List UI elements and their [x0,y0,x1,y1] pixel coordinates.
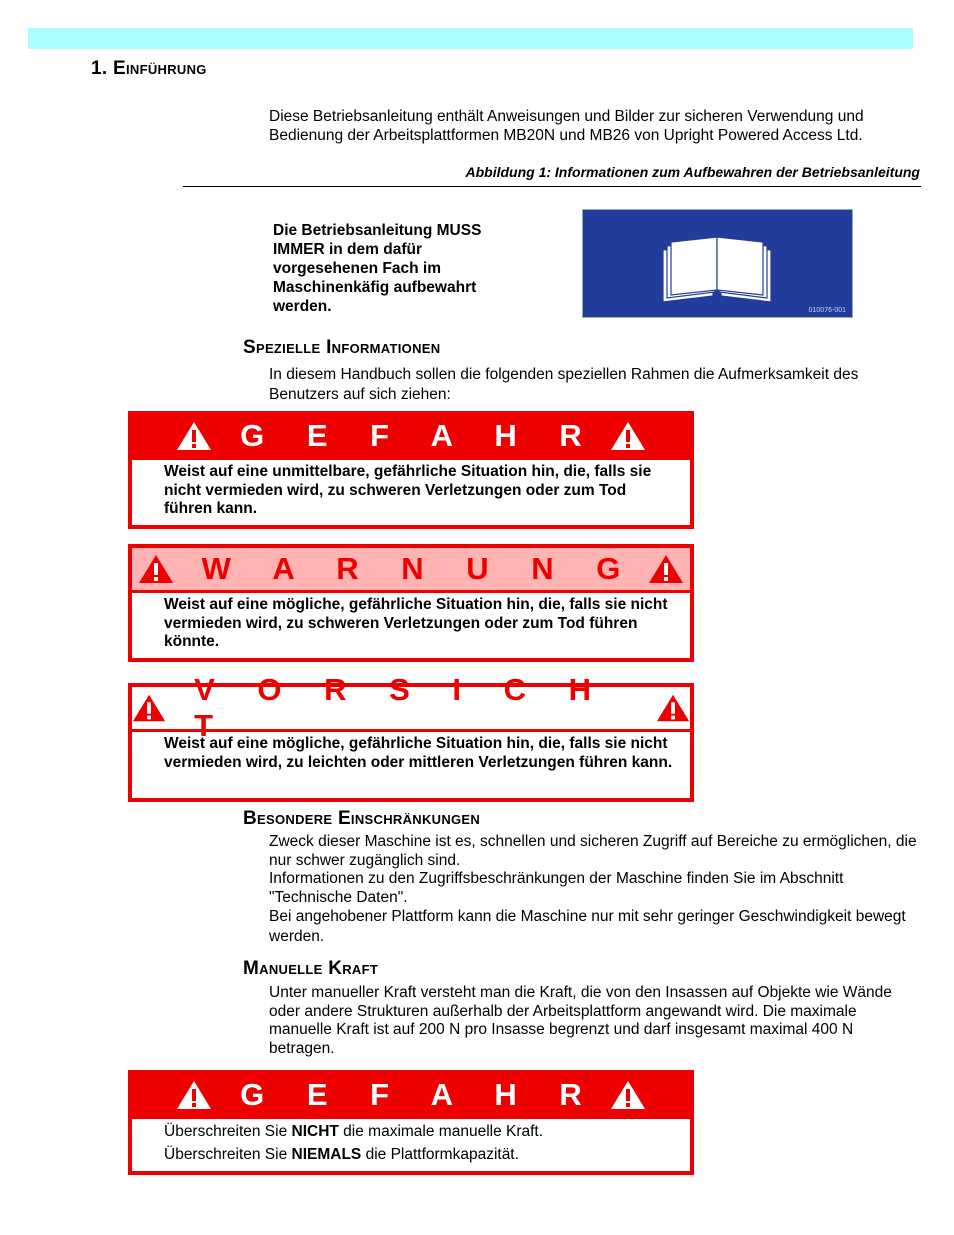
warning-triangle-icon [138,554,174,584]
warning-triangle-icon [648,554,684,584]
danger-box-force [128,1070,694,1175]
special-info-text: In diesem Handbuch sollen die folgenden speziellen Rahmen die Aufmerksamkeit des Benutzers auf sich ziehen: [269,366,859,403]
manual-force-text: Unter manueller Kraft versteht man die Kraft, die von den Insassen auf Objekte wie Wände oder andere Strukturen außerhalb der Arbeitsplattform angewandt wird. Die maximale manuelle Kraft ist auf 200 N pro Insasse begrenzt und darf insgesamt maximal 400 N betragen. [269,984,892,1057]
warning-header [132,548,690,593]
intro-text: Diese Betriebsanleitung enthält Anweisungen und Bilder zur sicheren Verwendung und Bedienung der Arbeitsplattformen MB20N und MB26 von Upright Powered Access Ltd. [269,108,864,144]
manual-book-image [582,209,853,318]
danger-label: G E F A H R [240,418,599,453]
warning-triangle-icon [656,693,690,723]
divider [183,186,921,187]
warning-triangle-icon [610,1080,646,1110]
section-title: 1. Einführung [91,58,207,79]
caution-label: V O R S I C H T [194,672,609,743]
caution-text: Weist auf eine mögliche, gefährliche Situation hin, die, falls sie nicht vermieden wird, zu leichten oder mittleren Verletzungen führen kann. [164,735,673,771]
warning-box [128,544,694,662]
manual-force-heading: Manuelle Kraft [243,958,379,979]
danger-text: Weist auf eine unmittelbare, gefährliche Situation hin, die, falls sie nicht vermieden wird, zu schweren Verletzungen oder zum Tod führen kann. [164,463,652,517]
danger-header [132,1074,690,1119]
image-code: 010076-001 [808,307,846,314]
warning-label: W A R N U N G [201,551,638,586]
warning-triangle-icon [132,693,166,723]
danger-force-text [132,1119,690,1164]
caution-box [128,672,694,802]
figure-caption: Abbildung 1: Informationen zum Aufbewahren der Betriebsanleitung [465,164,920,180]
open-book-icon [583,210,854,319]
caution-header [132,672,690,743]
warning-triangle-icon [610,421,646,451]
capacity-rule-line: Überschreiten Sie NIEMALS die Plattformkapazität. [164,1145,519,1163]
header-bar [28,28,913,49]
danger-header [132,415,690,460]
restrictions-heading: Besondere Einschränkungen [243,808,481,829]
restrictions-text: Zweck dieser Maschine ist es, schnellen und sicheren Zugriff auf Bereiche zu ermöglichen, die nur schwer zugänglich sind. Informationen zu den Zugriffsbeschränkungen der Maschine finden Sie im Abschnitt "Technische Daten". Bei angehobener Plattform kann die Maschine nur mit sehr geringer Geschwindigkeit bewegt werden. [269,833,917,945]
warning-text: Weist auf eine mögliche, gefährliche Situation hin, die, falls sie nicht vermieden wird, zu schweren Verletzungen oder zum Tod führen könnte. [164,596,668,650]
force-rule-line: Überschreiten Sie NICHT die maximale manuelle Kraft. [164,1123,544,1140]
storage-note: Die Betriebsanleitung MUSS IMMER in dem dafür vorgesehenen Fach im Maschinenkäfig aufbewahrt werden. [273,222,482,315]
warning-triangle-icon [176,421,212,451]
warning-triangle-icon [176,1080,212,1110]
danger-box [128,411,694,529]
danger-label: G E F A H R [240,1077,599,1112]
special-info-heading: Spezielle Informationen [243,337,441,358]
